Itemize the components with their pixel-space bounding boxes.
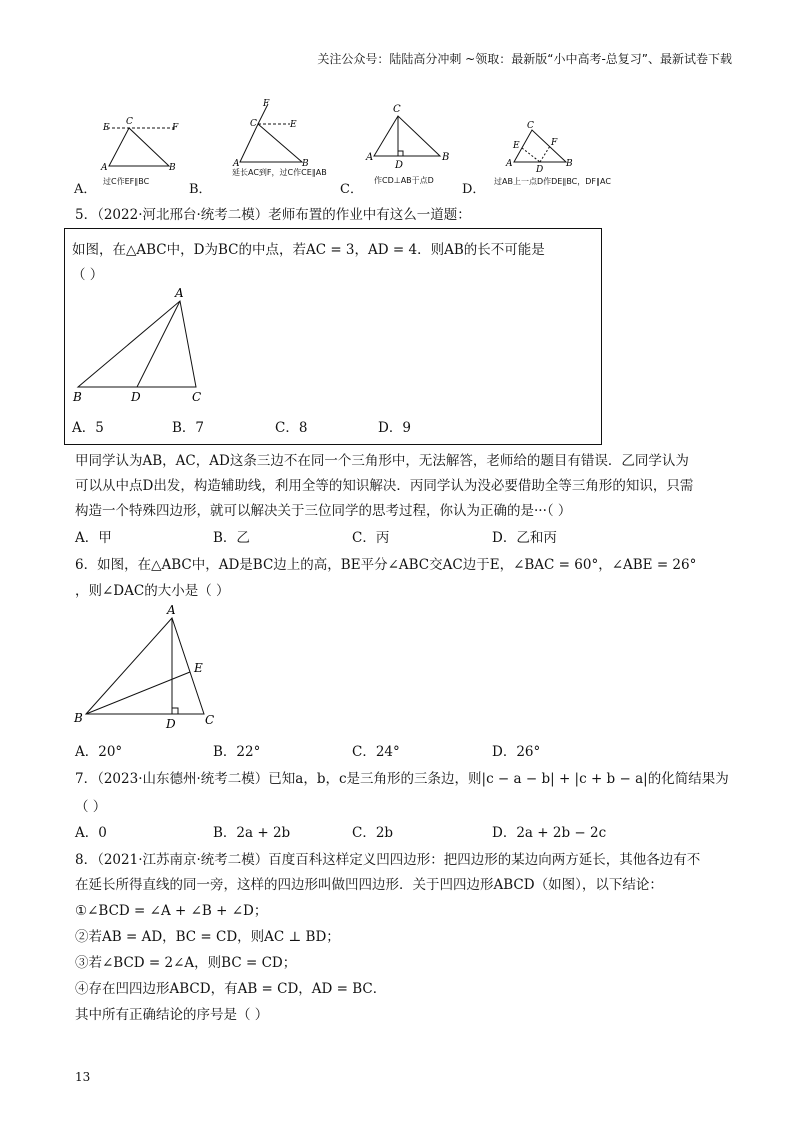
q6-right-angle [172,708,178,714]
q7-option-c: C．2b [352,825,394,841]
fig-b-label-a: A [233,159,240,169]
q5-triangle-abc [78,301,196,387]
q5-label-c: C [192,390,202,404]
q5-median-ad [137,301,180,387]
q8-conclusion-2: ②若AB = AD，BC = CD，则AC ⊥ BD； [75,929,340,945]
fig-a-label-b: B [169,163,176,173]
q8-question: 其中所有正确结论的序号是（ ） [75,1007,269,1023]
q4-figure-d [500,118,590,178]
fig-b-label-c: C [250,119,257,129]
fig-d-label-a: A [506,159,513,169]
q5-stem: 5．（2022·河北邢台·统考二模）老师布置的作业中有这么一道题： [75,207,471,223]
fig-b-label-b: B [302,159,309,169]
q6-label-d: D [166,717,176,730]
fig-a-label-e: E [103,123,110,133]
fig-b-label-e: E [290,120,297,130]
page-number: 13 [75,1070,91,1084]
q6-line1: 6．如图，在△ABC中，AD是BC边上的高，BE平分∠ABC交AC边于E，∠BAC = 60°，∠ABE = 26° [75,557,697,573]
q4-caption-b: 延长AC到F，过C作CE∥AB [232,168,327,177]
fig-d-line-de [522,148,540,162]
fig-a-label-a: A [101,163,108,173]
fig-c-right-angle [398,151,403,156]
q6-line2: ，则∠DAC的大小是（ ） [75,583,230,599]
page-header: 关注公众号：陆陆高分冲刺 ~领取：最新版“小中高考-总复习”、最新试卷下载 [317,52,732,66]
q8-conclusion-3: ③若∠BCD = 2∠A，则BC = CD； [75,955,297,971]
fig-d-line-df [540,146,550,162]
fig-a-label-f: F [172,123,179,133]
q5-box-line2: （ ） [72,267,104,283]
q5-figure [68,285,218,405]
fig-c-label-c: C [393,104,401,115]
q5-option-d: D．乙和丙 [492,530,557,546]
q7-line1: 7．（2023·山东德州·统考二模）已知a，b，c是三角形的三条边，则|c − a − b| + |c + b − a|的化简结果为 [75,771,729,787]
q6-option-a: A．20° [75,744,123,760]
q6-option-d: D．26° [492,744,541,760]
q6-label-e: E [194,661,203,675]
q4-caption-a: 过C作EF∥BC [103,177,150,186]
q5-box-line1: 如图，在△ABC中，D为BC的中点，若AC = 3，AD = 4．则AB的长不可能是 [72,242,545,258]
fig-c-label-b: B [442,152,450,163]
fig-d-label-d: D [536,165,544,175]
fig-a-label-c: C [126,117,133,127]
q5-para2: 可以从中点D出发，构造辅助线，利用全等的知识解决．丙同学认为没必要借助全等三角形的知识，只需 [75,478,694,494]
q6-label-b: B [74,711,83,725]
q5-label-d: D [131,390,141,404]
q5-label-a: A [175,286,184,300]
q5-para1: 甲同学认为AB，AC，AD这条三边不在同一个三角形中，无法解答，老师给的题目有错误．乙同学认为 [75,453,689,469]
q6-option-c: C．24° [352,744,400,760]
q8-conclusion-1: ①∠BCD = ∠A + ∠B + ∠D； [75,903,268,919]
fig-d-label-b: B [566,159,573,169]
q7-option-b: B．2a + 2b [213,825,291,841]
q4-caption-c: 作CD⊥AB于点D [374,176,434,185]
fig-c-label-d: D [395,160,404,171]
fig-a-triangle [109,128,169,166]
q5-box-option-c: C．8 [275,420,308,436]
q4-caption-d: 过AB上一点D作DE∥BC，DF∥AC [494,177,611,186]
q4-option-a: A． [74,182,97,197]
q4-option-c: C． [340,182,363,197]
q5-box-option-d: D．9 [378,420,411,436]
q5-option-b: B．乙 [213,530,250,546]
q6-label-c: C [205,713,215,727]
q4-option-d: D． [462,182,486,197]
q4-figure-c [362,100,462,180]
q7-option-a: A．0 [75,825,107,841]
fig-c-triangle [374,116,440,156]
q6-figure [70,600,230,730]
q5-option-a: A．甲 [75,530,112,546]
fig-d-label-c: C [527,121,534,131]
q5-box-option-a: A．5 [72,420,104,436]
q7-option-d: D．2a + 2b − 2c [492,825,607,841]
q5-box-option-b: B．7 [172,420,205,436]
q6-option-b: B．22° [213,744,261,760]
fig-b-label-f: F [263,99,270,109]
fig-d-triangle [514,130,566,162]
q5-para3: 构造一个特殊四边形，就可以解决关于三位同学的思考过程，你认为正确的是···（ ） [75,503,572,519]
q4-option-b: B． [189,182,212,197]
q6-label-a: A [167,603,176,617]
q6-triangle-abc [86,618,204,714]
q7-line2: （ ） [75,799,107,815]
fig-d-label-f: F [551,138,558,148]
fig-c-label-a: A [366,152,374,163]
q8-line1: 8．（2021·江苏南京·统考二模）百度百科这样定义凹四边形：把四边形的某边向两方延长，其他各边有不 [75,852,701,868]
q5-option-c: C．丙 [352,530,390,546]
q5-label-b: B [73,390,82,404]
fig-d-label-e: E [513,141,520,151]
q8-conclusion-4: ④存在凹四边形ABCD，有AB = CD，AD = BC． [75,981,387,997]
q8-line2: 在延长所得直线的同一旁，这样的四边形叫做凹四边形．关于凹四边形ABCD（如图），以下结论： [75,877,663,893]
